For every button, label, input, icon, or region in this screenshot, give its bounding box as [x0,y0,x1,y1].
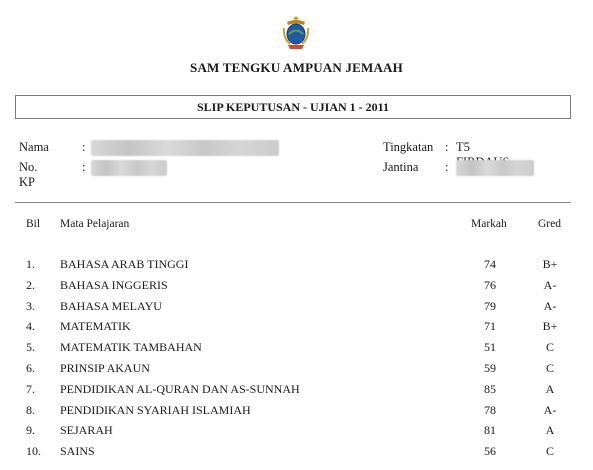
row-mark: 71 [484,319,496,334]
ic-redacted [91,160,167,176]
row-grade: A- [543,277,557,292]
row-grade: A [545,423,555,438]
table-row [0,403,593,424]
header-no: Bil [26,218,41,230]
row-number: 4. [26,319,35,334]
table-row [0,257,593,278]
gender-colon: : [445,160,449,174]
row-number: 3. [26,298,35,313]
row-mark: 79 [484,298,496,313]
row-mark: 78 [484,402,496,417]
row-subject: PENDIDIKAN AL-QURAN DAN AS-SUNNAH [60,381,300,396]
row-mark: 81 [484,423,496,438]
row-subject: BAHASA MELAYU [60,298,162,313]
ic-label: No. KP [19,160,38,189]
row-mark: 59 [484,360,496,375]
row-grade: C [545,340,554,355]
row-subject: PRINSIP AKAUN [60,360,150,375]
ic-colon: : [82,160,86,174]
header-grade: Gred [538,218,561,230]
name-label: Nama [19,140,49,154]
table-row [0,340,593,361]
class-value: T5 [456,140,470,154]
divider [15,202,571,203]
row-number: 9. [26,423,35,438]
row-number: 1. [26,257,35,271]
table-row [0,299,593,320]
class-colon: : [445,140,449,154]
table-row [0,382,593,403]
row-number: 8. [26,402,35,417]
results-table [0,257,593,465]
row-number: 7. [26,381,35,396]
gender-redacted [456,160,534,176]
slip-title: SLIP KEPUTUSAN - UJIAN 1 - 2011 [196,99,390,114]
row-subject: BAHASA ARAB TINGGI [60,257,189,271]
row-mark: 56 [484,444,496,459]
row-mark: 51 [484,340,496,355]
row-mark: 85 [484,381,496,396]
table-row [0,319,593,340]
header-mark: Markah [471,218,507,230]
name-redacted [91,140,279,156]
row-subject: MATEMATIK TAMBAHAN [60,340,202,355]
row-number: 5. [26,340,35,355]
name-colon: : [82,140,86,154]
row-number: 6. [26,360,35,375]
row-subject: BAHASA INGGERIS [60,277,168,292]
table-row [0,444,593,465]
row-grade: C [545,444,554,459]
school-crest-icon [280,14,312,52]
row-subject: SEJARAH [60,423,113,438]
row-subject: MATEMATIK [60,319,131,334]
row-subject: SAINS [60,444,95,459]
row-grade: B+ [542,319,558,334]
row-grade: B+ [542,257,558,271]
row-grade: A- [543,298,557,313]
row-mark: 74 [484,257,496,271]
row-mark: 76 [484,277,496,292]
row-grade: A [545,381,555,396]
row-grade: C [545,360,554,375]
header-subject: Mata Pelajaran [60,218,130,230]
row-number: 10. [26,444,41,459]
table-row [0,361,593,382]
class-label: Tingkatan [383,140,434,154]
school-name: SAM TENGKU AMPUAN JEMAAH [190,60,403,75]
row-number: 2. [26,277,35,292]
slip-title-box [15,95,571,119]
row-subject: PENDIDIKAN SYARIAH ISLAMIAH [60,402,251,417]
gender-label: Jantina [383,160,419,174]
table-row [0,278,593,299]
table-row [0,423,593,444]
row-grade: A- [543,402,557,417]
